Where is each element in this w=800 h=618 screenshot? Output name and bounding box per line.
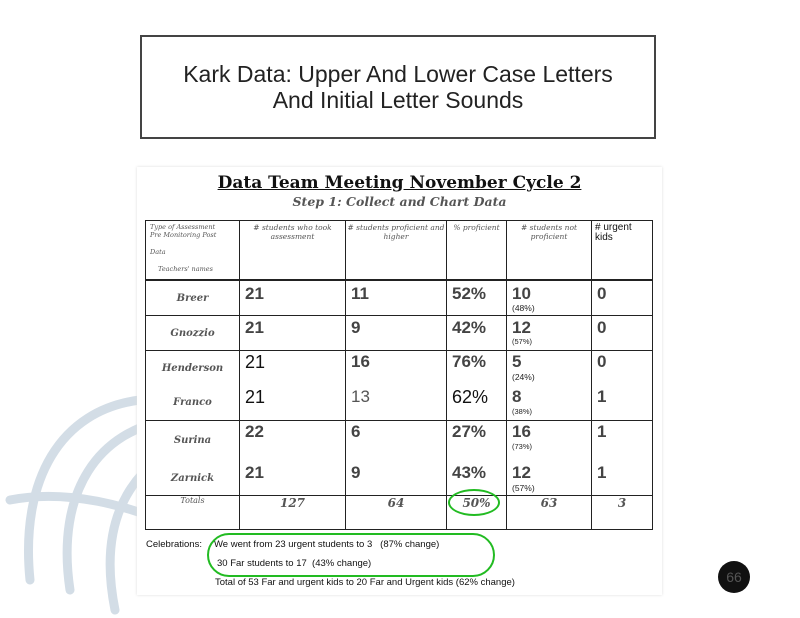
proficient-value: 11 [351,284,369,303]
not-proficient-value: 12 [512,462,531,482]
urgent-value: 0 [597,284,607,303]
urgent-value: 0 [597,351,607,371]
slide-title-box [140,35,656,139]
pct-cell [447,350,507,420]
not-proficient-pct: (24%) [512,371,535,382]
took-cell [240,280,346,315]
not-proficient-pct: (38%) [512,406,533,416]
celebrations-label: Celebrations: [146,539,202,550]
pct-value: 42% [452,317,487,337]
totals-row [146,495,653,529]
document-subtitle: Step 1: Collect and Chart Data [292,194,507,209]
took-value: 21 [245,317,264,337]
celebrations-highlight-oval [207,533,495,577]
teacher-cell [146,280,240,315]
not-proficient-cell [507,315,592,350]
table-row-group [146,420,653,495]
not-proficient-cell [507,350,592,420]
proficient-value: 13 [351,386,370,406]
took-value: 21 [245,351,266,372]
teacher-name: Surina [173,434,212,446]
took-cell [240,420,346,495]
teacher-name: Zarnick [170,472,215,484]
took-value: 21 [245,462,264,482]
totals-proficient: 64 [346,495,447,529]
urgent-value: 1 [597,462,607,482]
celebration-line-3: Total of 53 Far and urgent kids to 20 Far and Urgent kids (62% change) [215,577,515,588]
header-assessment-type [146,221,240,281]
urgent-value: 1 [597,386,607,406]
teacher-cell [146,315,240,350]
header-teacher-names: Teachers' names [158,265,213,273]
pct-cell [447,280,507,315]
urgent-cell [592,350,653,420]
totals-pct: 50% [447,495,507,529]
data-table [145,220,653,530]
pct-value: 52% [452,284,487,303]
proficient-cell [346,280,447,315]
header-took: # students who took assessment [240,221,346,281]
not-proficient-pct: (57%) [512,482,535,493]
celebration-line-2: 30 Far students to 17 (43% change) [217,558,372,569]
teacher-name: Gnozzio [170,327,215,339]
proficient-value: 9 [351,317,361,337]
took-value: 21 [245,386,266,407]
table-row-group [146,350,653,420]
teacher-name: Franco [173,396,212,408]
not-proficient-cell [507,280,592,315]
teacher-cell [146,350,240,420]
urgent-cell [592,420,653,495]
not-proficient-value: 5 [512,351,522,371]
document-title: Data Team Meeting November Cycle 2 [217,173,582,193]
totals-label: Totals [146,495,240,529]
slide-title: Kark Data: Upper And Lower Case Letters And Initial Letter Sounds [183,61,613,113]
header-urgent: # urgent kids [592,221,653,281]
took-value: 21 [245,284,264,303]
pct-value: 43% [452,462,487,482]
teacher-cell [146,420,240,495]
urgent-value: 0 [597,317,607,337]
not-proficient-value: 8 [512,386,522,406]
pct-highlight-oval [448,489,500,516]
not-proficient-value: 10 [512,284,531,303]
table-row [146,280,653,315]
proficient-cell [346,350,447,420]
not-proficient-pct: (73%) [512,441,533,451]
pct-value: 76% [452,351,487,371]
table-header-row [146,221,653,281]
proficient-value: 16 [351,351,370,371]
pct-cell [447,315,507,350]
not-proficient-pct: (57%) [512,336,533,346]
header-type-label: Type of Assessment [150,223,216,231]
took-cell [240,315,346,350]
header-not-proficient: # students not proficient [507,221,592,281]
not-proficient-value: 12 [512,317,531,337]
header-type-options: Pre Monitoring Post [150,231,217,239]
header-type-data: Data [150,248,166,256]
document-image [137,167,662,595]
pct-value: 62% [452,386,489,407]
header-pct: % proficient [447,221,507,281]
table-row [146,315,653,350]
proficient-value: 9 [351,462,361,482]
took-value: 22 [245,421,264,441]
page-number-badge: 66 [718,561,750,593]
teacher-name: Henderson [161,362,224,374]
proficient-value: 6 [351,421,361,441]
not-proficient-cell [507,420,592,495]
not-proficient-pct: (48%) [512,303,535,313]
celebration-line-1: We went from 23 urgent students to 3 (87% change) [214,539,440,550]
totals-not-proficient: 63 [507,495,592,529]
urgent-cell [592,280,653,315]
proficient-cell [346,420,447,495]
header-proficient: # students proficient and higher [346,221,447,281]
totals-took: 127 [240,495,346,529]
totals-urgent: 3 [592,495,653,529]
pct-value: 27% [452,421,487,441]
pct-cell [447,420,507,495]
proficient-cell [346,315,447,350]
urgent-value: 1 [597,421,607,441]
took-cell [240,350,346,420]
not-proficient-value: 16 [512,421,531,441]
urgent-cell [592,315,653,350]
teacher-name: Breer [176,293,209,304]
